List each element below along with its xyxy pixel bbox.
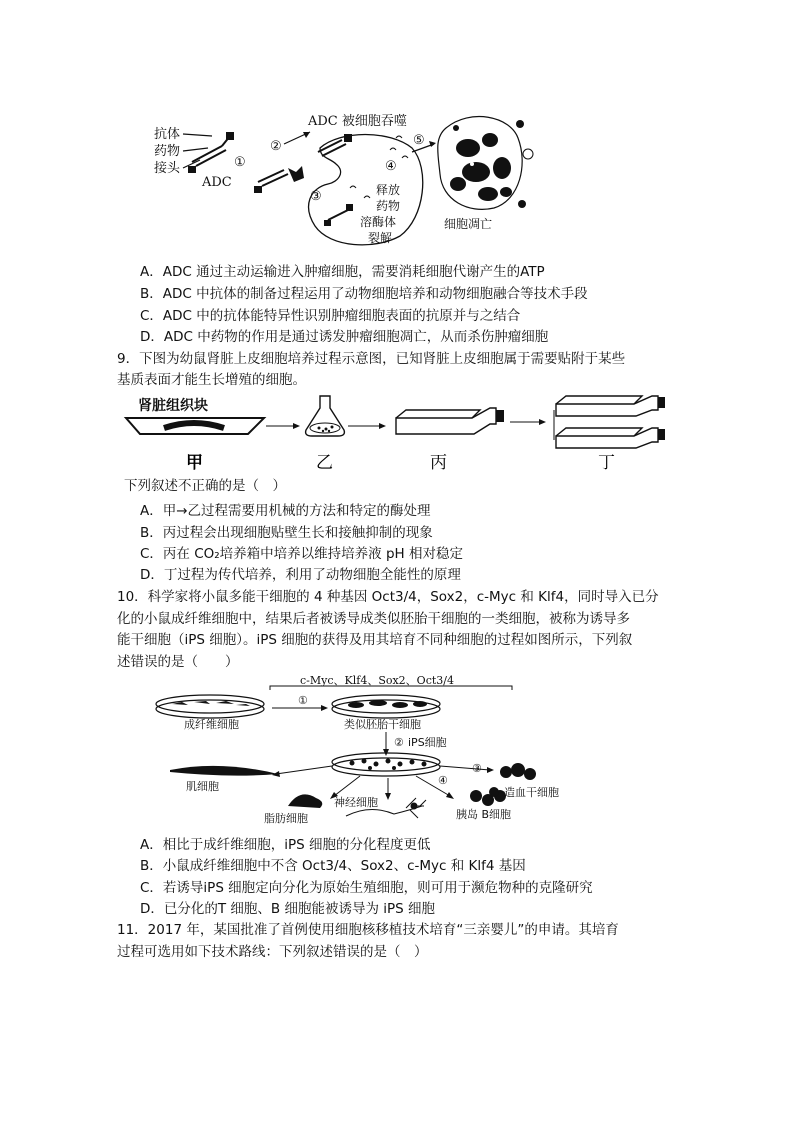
q8-option-d: D．ADC 中药物的作用是通过诱发肿瘤细胞凋亡，从而杀伤肿瘤细胞 [140,329,549,345]
label-ding: 丁 [598,453,615,473]
ips-diagram [150,672,580,830]
q10-stem-1: 10．科学家将小鼠多能干细胞的 4 种基因 Oct3/4，Sox2，c-Myc 和 Klf4，同时导入已分 [117,589,659,605]
q11-stem-2: 过程可选用如下技术路线：下列叙述错误的是（ ） [117,944,428,960]
step-4: ④ [438,774,448,787]
q10-option-b: B．小鼠成纤维细胞中不含 Oct3/4、Sox2、c-Myc 和 Klf4 基因 [140,858,526,874]
ips-label: iPS细胞 [408,736,447,749]
q8-option-b: B．ADC 中抗体的制备过程运用了动物细胞培养和动物细胞融合等技术手段 [140,286,588,302]
release-label-1: 释放 [376,183,401,197]
q8-option-a: A．ADC 通过主动运输进入肿瘤细胞，需要消耗细胞代谢产生的ATP [140,264,545,280]
es-like-label: 类似胚胎干细胞 [344,718,421,731]
islet-cells-icon [470,787,506,806]
adc-label: ADC [202,175,232,190]
tissue-label: 肾脏组织块 [138,398,208,414]
q9-option-d: D．丁过程为传代培养，利用了动物细胞全能性的原理 [140,567,461,583]
linker-label: 接头 [154,161,181,176]
es-like-dish-icon [332,695,440,718]
subculture-bottle-icon [556,428,665,448]
lysosome-label-2: 裂解 [368,231,393,245]
step-1: ① [298,694,308,707]
adc-diagram [150,108,540,253]
q9-stem-1: 9．下图为幼鼠肾脏上皮细胞培养过程示意图，已知肾脏上皮细胞属于需要贴附于某些 [117,351,626,367]
q10-stem-2: 化的小鼠成纤维细胞中，结果后者被诱导成类似胚胎干细胞的一类细胞，被称为诱导多 [117,611,630,627]
adc-receptor-icon [254,166,304,193]
label-yi: 乙 [316,453,333,473]
flask-icon [306,396,345,436]
q9-option-b: B．丙过程会出现细胞贴壁生长和接触抑制的现象 [140,525,433,541]
step-5: ⑤ [413,133,425,148]
ips-dish-icon [332,753,440,776]
q11-stem-1: 11．2017 年，某国批准了首例使用细胞核移植技术培育“三亲婴儿”的申请。其培育 [117,922,619,938]
engulfed-label: ADC 被细胞吞噬 [308,114,407,129]
adc-molecule-icon [188,132,234,173]
fibroblast-dish-icon [156,695,264,718]
culture-bottle-icon [396,408,504,434]
muscle-cell-icon [170,766,278,776]
antibody-label: 抗体 [154,127,181,142]
apoptotic-cell-icon [438,117,533,210]
step-2: ② [394,736,404,749]
step-4: ④ [385,159,397,174]
apoptosis-label: 细胞凋亡 [444,217,493,231]
step-2: ② [270,139,282,154]
step-1: ① [234,155,246,170]
drug-label: 药物 [154,144,181,159]
q10-stem-4: 述错误的是（ ） [117,654,239,670]
q9-prompt: 下列叙述不正确的是（ ） [124,478,286,494]
lysosome-label-1: 溶酶体 [360,215,397,229]
blood-label: 造血干细胞 [504,786,559,799]
nerve-label: 神经细胞 [334,796,378,809]
kidney-culture-diagram [124,392,674,476]
label-bing: 丙 [430,453,447,473]
fibroblast-label: 成纤维细胞 [184,718,239,731]
q10-stem-3: 能干细胞（iPS 细胞）。iPS 细胞的获得及用其培育不同种细胞的过程如图所示，下列叙 [117,632,633,648]
label-jia: 甲 [186,453,203,473]
step-3: ③ [472,762,482,775]
release-label-2: 药物 [376,199,401,213]
q10-option-c: C．若诱导iPS 细胞定向分化为原始生殖细胞，则可用于濒危物种的克隆研究 [140,880,593,896]
muscle-label: 肌细胞 [186,780,219,793]
genes-label: c-Myc、Klf4、Sox2、Oct3/4 [300,674,454,687]
step-3: ③ [310,189,322,204]
q9-option-a: A．甲→乙过程需要用机械的方法和特定的酶处理 [140,503,431,519]
islet-label: 胰岛 B细胞 [456,808,512,821]
q10-option-d: D．已分化的T 细胞、B 细胞能被诱导为 iPS 细胞 [140,901,436,917]
q10-option-a: A．相比于成纤维细胞，iPS 细胞的分化程度更低 [140,837,431,853]
blood-stem-cells-icon [500,763,536,780]
q9-stem-2: 基质表面才能生长增殖的细胞。 [117,372,306,388]
q9-option-c: C．丙在 CO₂培养箱中培养以维持培养液 pH 相对稳定 [140,546,463,562]
fat-label: 脂肪细胞 [264,812,308,825]
q8-option-c: C．ADC 中的抗体能特异性识别肿瘤细胞表面的抗原并与之结合 [140,308,521,324]
subculture-bottle-icon [556,396,665,416]
fat-cell-icon [288,794,322,808]
